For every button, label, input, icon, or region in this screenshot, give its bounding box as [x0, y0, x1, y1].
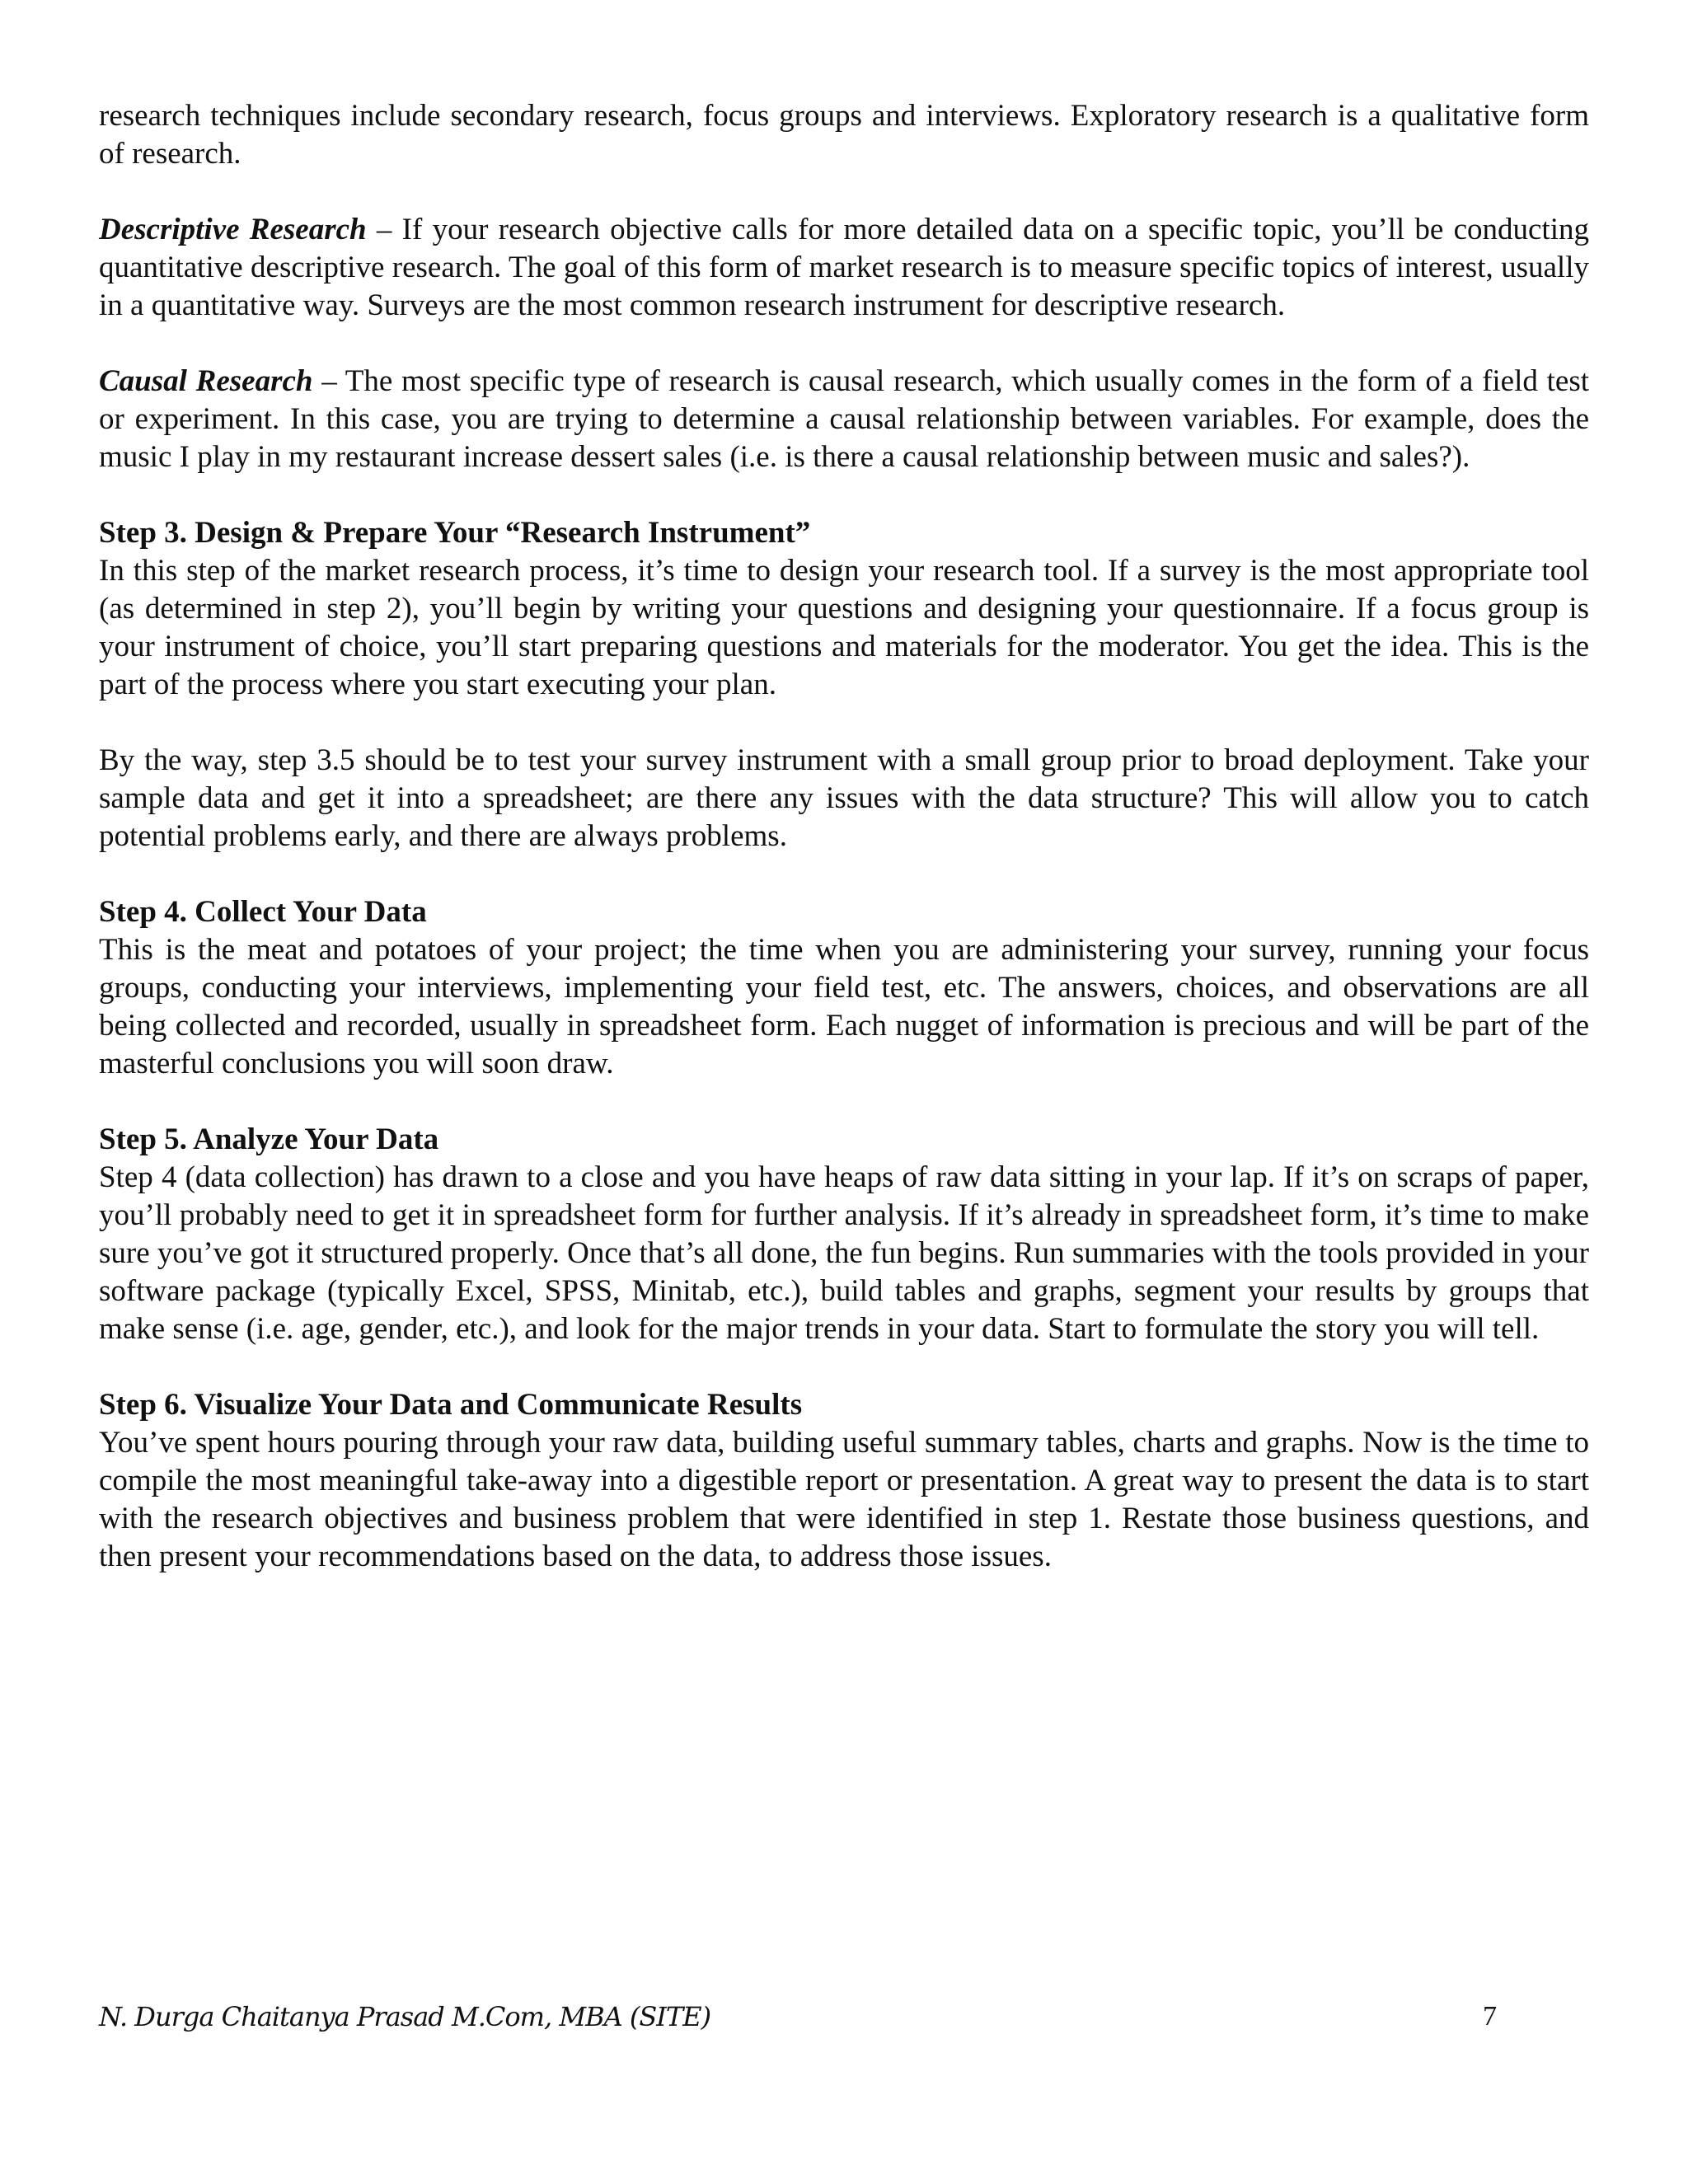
step5-paragraph: Step 4 (data collection) has drawn to a close and you have heaps of raw data sitting in your lap. If it’s on scraps of paper, you’ll probably need to get it in spreadsheet form for further analysis. If it’s already in spreadsheet form, it’s time to make sure you’ve got it structured properly. Once that’s all done, the fun begins. Run summaries with the tools provided in your software package (typically Excel, SPSS, Minitab, etc.), build tables and graphs, segment your results by groups that make sense (i.e. age, gender, etc.), and look for the major trends in your data. Start to formulate the story you will tell. [99, 1160, 1589, 1346]
step4-heading: Step 4. Collect Your Data [99, 895, 427, 929]
footer-author: N. Durga Chaitanya Prasad M.Com, MBA (SITE) [99, 2001, 711, 2032]
step5-heading: Step 5. Analyze Your Data [99, 1122, 439, 1156]
page-body [99, 97, 1589, 1576]
step3-paragraph: In this step of the market research process, it’s time to design your research tool. If a survey is the most appropriate tool (as determined in step 2), you’ll begin by writing your questions and designing your questionnaire. If a focus group is your instrument of choice, you’ll start preparing questions and materials for the moderator. You get the idea. This is the part of the process where you start executing your plan. [99, 554, 1589, 701]
intro-paragraph: research techniques include secondary research, focus groups and interviews. Exploratory research is a qualitative form of research. [99, 99, 1589, 171]
step3-heading: Step 3. Design & Prepare Your “Research Instrument” [99, 516, 811, 550]
descriptive-research-paragraph [99, 211, 1589, 325]
step6-paragraph: You’ve spent hours pouring through your raw data, building useful summary tables, charts and graphs. Now is the time to compile the most meaningful take-away into a digestible report or presentation. A great way to present the data is to start with the research objectives and business problem that were identified in step 1. Restate those business questions, and then present your recommendations based on the data, to address those issues. [99, 1426, 1589, 1573]
causal-research-term: Causal Research [99, 364, 313, 398]
step3-note-paragraph: By the way, step 3.5 should be to test your survey instrument with a small group prior to broad deployment. Take your sample data and get it into a spreadsheet; are there any issues with the data structure? This will allow you to catch potential problems early, and there are always problems. [99, 743, 1589, 853]
descriptive-research-text: – If your research objective calls for more detailed data on a specific topic, you’ll be conducting quantitative descriptive research. The goal of this form of market research is to measure specific topics of interest, usually in a quantitative way. Surveys are the most common research instrument for descriptive research. [99, 213, 1589, 322]
descriptive-research-term: Descriptive Research [99, 213, 367, 246]
step4-paragraph: This is the meat and potatoes of your project; the time when you are administering your survey, running your focus groups, conducting your interviews, implementing your field test, etc. The answers, choices, and observations are all being collected and recorded, usually in spreadsheet form. Each nugget of information is precious and will be part of the masterful conclusions you will soon draw. [99, 933, 1589, 1080]
page-number: 7 [1483, 2001, 1497, 2032]
step6-heading: Step 6. Visualize Your Data and Communicate Results [99, 1388, 803, 1422]
causal-research-paragraph [99, 363, 1589, 476]
causal-research-text: – The most specific type of research is causal research, which usually comes in the form of a field test or experiment. In this case, you are trying to determine a causal relationship between variables. For example, does the music I play in my restaurant increase dessert sales (i.e. is there a causal relationship between music and sales?). [99, 364, 1589, 474]
